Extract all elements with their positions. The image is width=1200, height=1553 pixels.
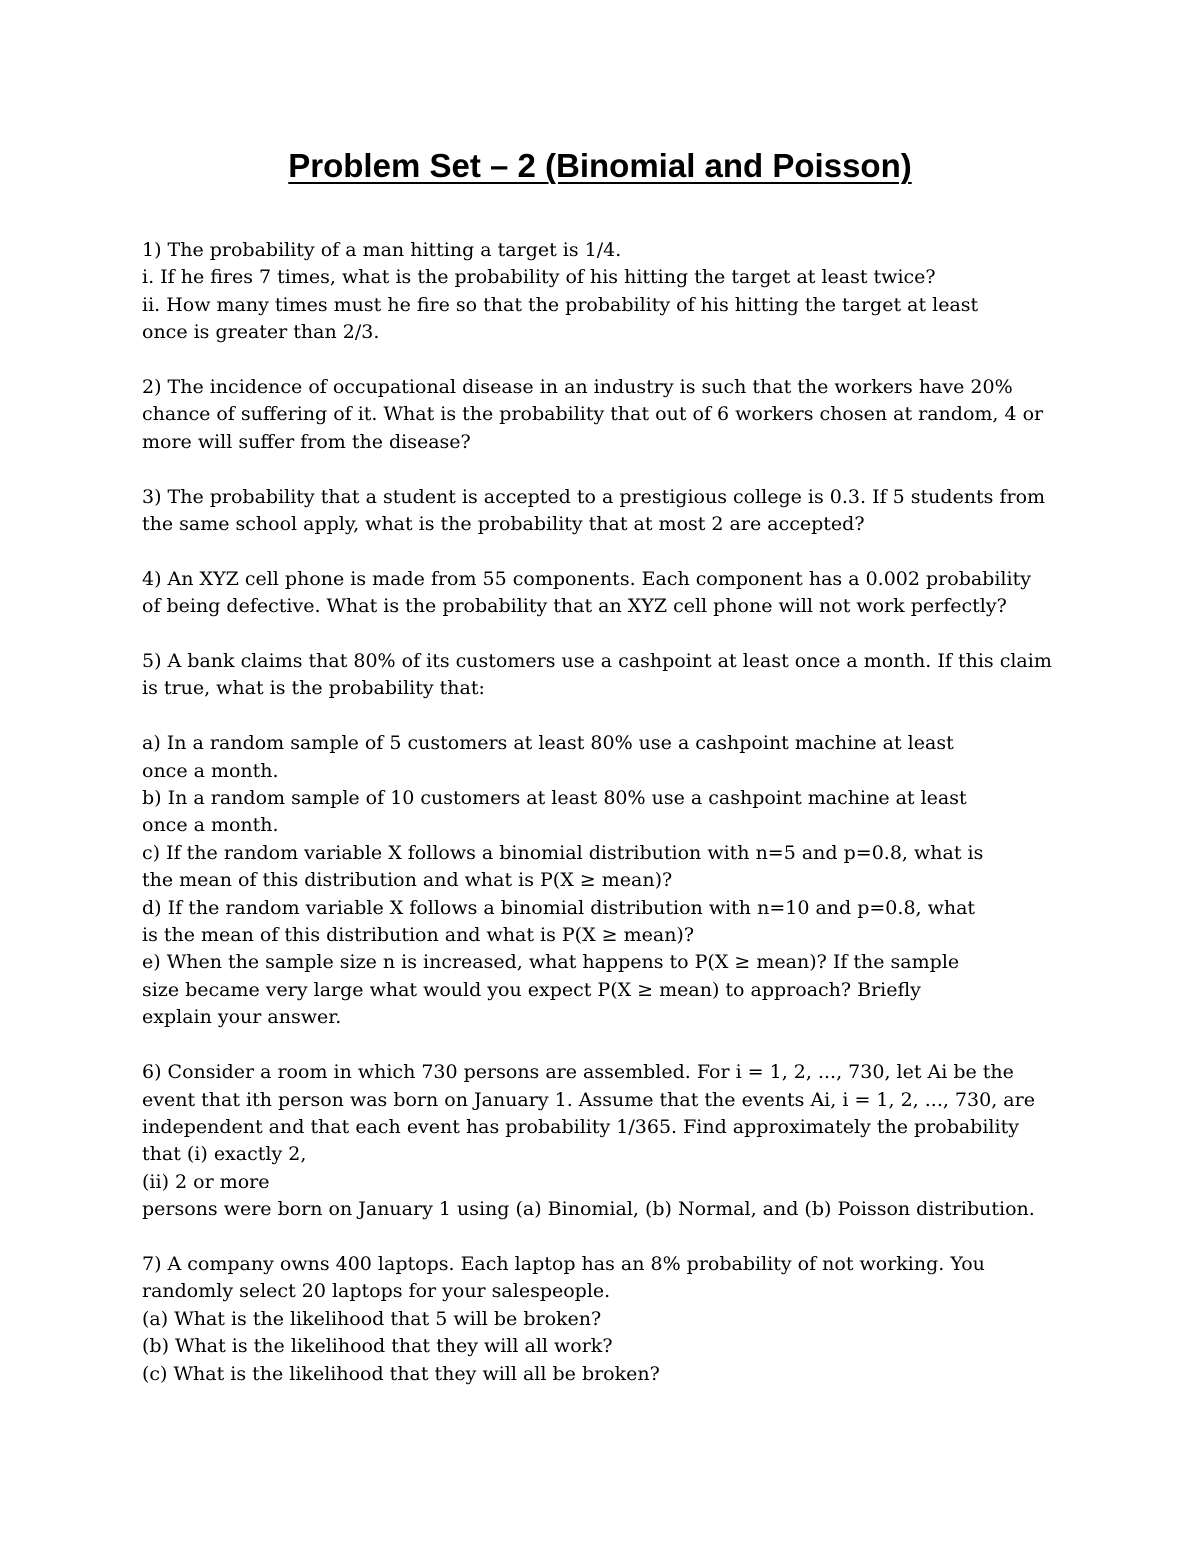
text-line: (ii) 2 or more <box>142 1170 270 1193</box>
text-line: more will suffer from the disease? <box>142 430 471 453</box>
problem-7 <box>142 1251 1067 1388</box>
text-line: 7) A company owns 400 laptops. Each laptop has an 8% probability of not working. You <box>142 1252 985 1275</box>
text-line: d) If the random variable X follows a binomial distribution with n=10 and p=0.8, what <box>142 896 976 919</box>
text-line: the mean of this distribution and what is P(X ≥ mean)? <box>142 869 673 892</box>
problem-3 <box>142 484 1067 539</box>
problem-2 <box>142 374 1067 456</box>
problem-4 <box>142 566 1067 621</box>
problem-list <box>142 237 1067 1415</box>
text-line: the same school apply, what is the probability that at most 2 are accepted? <box>142 513 865 536</box>
problem-6 <box>142 1059 1067 1223</box>
text-line: explain your answer. <box>142 1006 342 1029</box>
text-line: 2) The incidence of occupational disease in an industry is such that the workers have 20% <box>142 376 1013 399</box>
text-line: 6) Consider a room in which 730 persons are assembled. For i = 1, 2, ..., 730, let Ai be the <box>142 1061 1014 1084</box>
text-line: 3) The probability that a student is accepted to a prestigious college is 0.3. If 5 students from <box>142 485 1046 508</box>
text-line: ii. How many times must he fire so that the probability of his hitting the target at least <box>142 293 979 316</box>
text-line: event that ith person was born on January 1. Assume that the events Ai, i = 1, 2, ..., 730, are <box>142 1088 1035 1111</box>
problem-1 <box>142 237 1067 347</box>
page-title: Problem Set – 2 (Binomial and Poisson) <box>288 147 912 184</box>
text-line: once is greater than 2/3. <box>142 321 380 344</box>
text-line: 1) The probability of a man hitting a target is 1/4. <box>142 239 622 261</box>
text-line: c) If the random variable X follows a binomial distribution with n=5 and p=0.8, what is <box>142 841 984 864</box>
text-line: e) When the sample size n is increased, what happens to P(X ≥ mean)? If the sample <box>142 951 960 974</box>
text-line: of being defective. What is the probability that an XYZ cell phone will not work perfectly? <box>142 595 1007 618</box>
text-line: randomly select 20 laptops for your salespeople. <box>142 1280 611 1303</box>
text-line: 5) A bank claims that 80% of its customers use a cashpoint at least once a month. If this claim <box>142 650 1052 673</box>
text-line: i. If he fires 7 times, what is the probability of his hitting the target at least twice? <box>142 266 936 289</box>
text-line: 4) An XYZ cell phone is made from 55 components. Each component has a 0.002 probability <box>142 567 1031 590</box>
text-line: once a month. <box>142 759 279 782</box>
text-line: size became very large what would you expect P(X ≥ mean) to approach? Briefly <box>142 978 921 1001</box>
text-line: once a month. <box>142 814 279 837</box>
text-line: chance of suffering of it. What is the probability that out of 6 workers chosen at random, 4 or <box>142 403 1044 426</box>
text-line: persons were born on January 1 using (a) Binomial, (b) Normal, and (b) Poisson distribution. <box>142 1198 1035 1221</box>
text-line: (a) What is the likelihood that 5 will be broken? <box>142 1307 602 1330</box>
text-line: is the mean of this distribution and what is P(X ≥ mean)? <box>142 924 695 947</box>
text-line: is true, what is the probability that: <box>142 677 485 700</box>
text-line: that (i) exactly 2, <box>142 1143 307 1166</box>
text-line: independent and that each event has probability 1/365. Find approximately the probability <box>142 1115 1019 1138</box>
text-line: b) In a random sample of 10 customers at least 80% use a cashpoint machine at least <box>142 787 967 810</box>
problem-5-parts <box>142 730 1067 1031</box>
problem-5-intro <box>142 648 1067 703</box>
text-line: a) In a random sample of 5 customers at least 80% use a cashpoint machine at least <box>142 732 954 755</box>
text-line: (b) What is the likelihood that they will all work? <box>142 1335 613 1358</box>
text-line: (c) What is the likelihood that they will all be broken? <box>142 1362 660 1385</box>
